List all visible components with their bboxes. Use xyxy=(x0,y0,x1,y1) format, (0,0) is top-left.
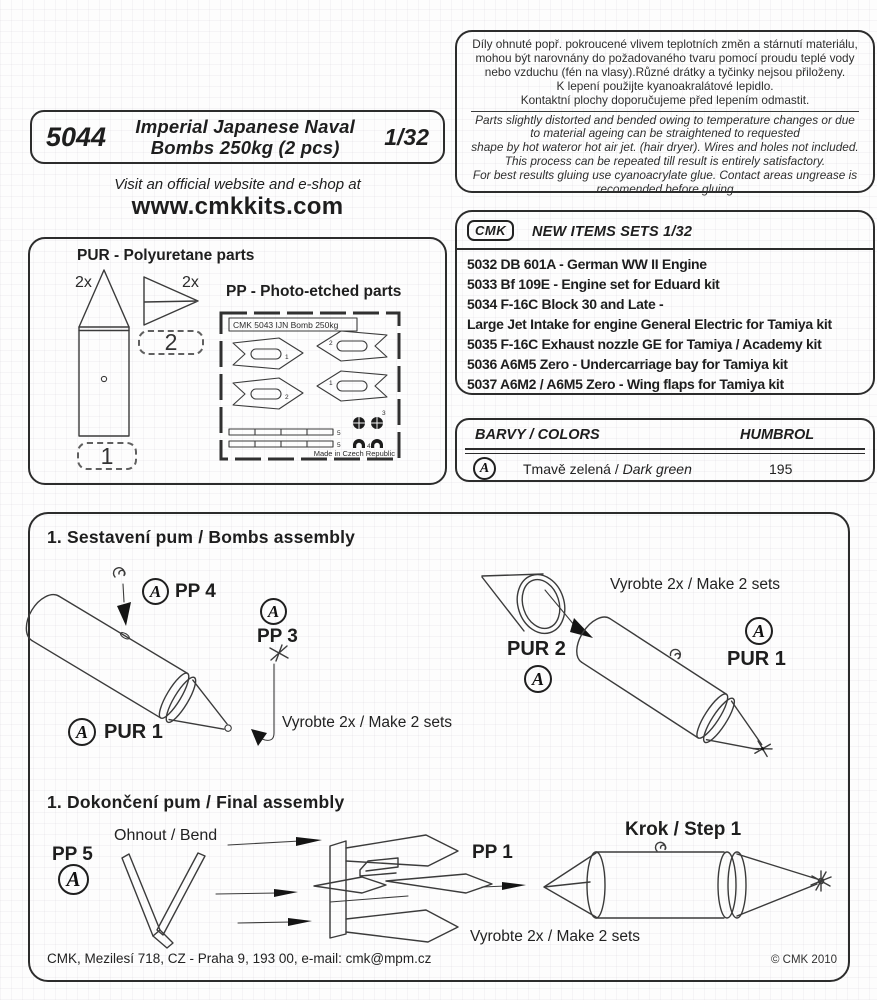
new-item: 5037 A6M2 / A6M5 Zero - Wing flaps for Tamiya kit xyxy=(467,376,784,392)
tail-fin-unit-drawing xyxy=(314,835,492,942)
paint-letter: A xyxy=(66,867,81,891)
final-bomb-drawing xyxy=(544,842,831,918)
final-heading: 1. Dokončení pum / Final assembly xyxy=(47,792,345,812)
new-items-box xyxy=(455,210,875,395)
paint-badge xyxy=(260,598,287,625)
page-title xyxy=(135,116,355,158)
note-line: For best results gluing use cyanoacrylate glue. Contact areas ungrease is xyxy=(472,168,858,183)
new-item: 5034 F-16C Block 30 and Late - xyxy=(467,296,664,312)
parts-box xyxy=(28,237,447,485)
new-item: 5036 A6M5 Zero - Undercarriage bay for Tamiya kit xyxy=(467,356,788,372)
pur1-bomb-body-drawing xyxy=(79,270,129,436)
new-items-divider xyxy=(457,248,873,250)
pur2-quantity: 2x xyxy=(182,274,199,291)
color-code: 195 xyxy=(769,461,793,477)
make-two-sets-label: Vyrobte 2x / Make 2 sets xyxy=(610,576,781,593)
note-line: K lepení použijte kyanoakralátové lepidlo. xyxy=(556,78,774,93)
pur1-label: PUR 1 xyxy=(104,721,163,743)
paint-badge xyxy=(58,864,89,895)
make-two-sets-label: Vyrobte 2x / Make 2 sets xyxy=(282,714,453,731)
paint-letter: A xyxy=(149,581,162,601)
material-note-box xyxy=(455,30,875,197)
new-item: 5032 DB 601A - German WW II Engine xyxy=(467,256,707,272)
note-line: to material ageing can be straightened to requested xyxy=(530,126,800,141)
new-items-heading: NEW ITEMS SETS 1/32 xyxy=(532,224,693,240)
fret-number: 4 xyxy=(367,443,371,450)
colors-title: BARVY / COLORS xyxy=(475,427,600,443)
transfer-arrow xyxy=(502,882,526,890)
pp5-label: PP 5 xyxy=(52,844,93,865)
pur1-label: PUR 1 xyxy=(727,648,786,670)
title-line1: Imperial Japanese Naval xyxy=(135,116,355,137)
pp1-label: PP 1 xyxy=(472,842,513,863)
transfer-arrow xyxy=(274,889,298,897)
title-box xyxy=(30,110,445,164)
paint-badge xyxy=(142,578,169,605)
fret-frame xyxy=(221,313,399,459)
new-item: 5035 F-16C Exhaust nozzle GE for Tamiya / Academy kit xyxy=(467,336,822,352)
pur1-number-box xyxy=(77,442,137,470)
copyright: © CMK 2010 xyxy=(771,954,838,966)
pur1-quantity: 2x xyxy=(75,274,92,291)
nose-cone-drawing xyxy=(482,568,572,639)
fret-number: 5 xyxy=(337,442,341,449)
pp4-arrowhead xyxy=(117,602,131,626)
step1-heading: 1. Sestavení pum / Bombs assembly xyxy=(47,527,356,547)
pur2-number: 2 xyxy=(164,329,178,355)
paint-letter: A xyxy=(267,601,280,621)
pp3-arrowhead xyxy=(251,729,267,746)
pur-parts-heading: PUR - Polyuretane parts xyxy=(77,247,255,264)
assembly-box xyxy=(28,512,850,982)
note-divider xyxy=(471,111,859,112)
tail-fuze-propeller-icon xyxy=(752,738,774,760)
color-name-cz: Tmavě zelená / xyxy=(523,461,619,477)
note-line: Parts slightly distorted and bended owing to temperature changes or due xyxy=(475,112,855,127)
make-two-sets-label: Vyrobte 2x / Make 2 sets xyxy=(470,928,641,945)
bend-label: Ohnout / Bend xyxy=(114,827,218,844)
website-block xyxy=(30,176,445,221)
fret-number: 2 xyxy=(329,340,333,347)
color-name xyxy=(523,461,692,477)
transfer-arrow xyxy=(296,837,322,846)
fret-number: 1 xyxy=(329,380,333,387)
note-line: nebo vzduchu (fén na vlasy).Různé drátky a tyčinky nejsou přiloženy. xyxy=(484,64,846,79)
note-line: Kontaktní plochy doporučujeme před lepením odmastit. xyxy=(520,92,810,107)
note-line: mohou být narovnány do požadovaného tvaru pomocí proudu teplé vody xyxy=(475,50,855,65)
color-letter: A xyxy=(479,460,490,476)
new-items-list xyxy=(467,254,832,394)
english-note xyxy=(461,114,869,197)
cmk-logo: CMK xyxy=(467,220,514,241)
pp3-label: PP 3 xyxy=(257,626,298,647)
paint-letter: A xyxy=(531,668,544,689)
website-url: www.cmkkits.com xyxy=(131,193,344,220)
colors-box xyxy=(455,418,875,482)
paint-badge xyxy=(68,718,96,746)
photo-etched-fret-drawing xyxy=(221,313,399,459)
note-line: recomended before gluing xyxy=(596,182,734,197)
pur2-label: PUR 2 xyxy=(507,638,566,660)
pur1-number: 1 xyxy=(100,442,114,469)
paint-letter: A xyxy=(752,620,765,641)
fret-number: 2 xyxy=(285,394,289,401)
pur2-cone-drawing xyxy=(144,277,198,325)
manufacturer-address: CMK, Mezilesí 718, CZ - Praha 9, 193 00, e-mail: cmk@mpm.cz xyxy=(47,951,432,966)
pp4-clip-icon xyxy=(113,568,124,577)
note-line: shape by hot wateror hot air jet. (hair dryer). Wires and holes not included. xyxy=(471,140,859,155)
note-line: Díly ohnuté popř. pokroucené vlivem teplotních změn a stárnutí materiálu, xyxy=(472,37,858,51)
transfer-arrow xyxy=(288,918,312,926)
czech-note xyxy=(461,38,869,108)
fret-number: 5 xyxy=(337,430,341,437)
pp4-label: PP 4 xyxy=(175,581,216,602)
fret-number: 1 xyxy=(285,354,289,361)
fret-number: 3 xyxy=(382,410,386,417)
new-item: 5033 Bf 109E - Engine set for Eduard kit xyxy=(467,276,720,292)
step-label: Krok / Step 1 xyxy=(625,819,742,840)
paint-badge xyxy=(745,617,773,645)
new-item: Large Jet Intake for engine General Electric for Tamiya kit xyxy=(467,316,832,332)
colors-brand-header: HUMBROL xyxy=(740,427,815,443)
title-line2: Bombs 250kg (2 pcs) xyxy=(150,137,340,158)
paint-letter: A xyxy=(75,721,88,742)
pp5-bent-wire-drawing xyxy=(122,853,205,948)
pur2-number-box xyxy=(138,330,204,355)
color-letter-badge xyxy=(473,457,496,480)
fret-origin: Made in Czech Republic xyxy=(313,449,395,458)
product-code: 5044 xyxy=(46,121,107,152)
colors-divider xyxy=(465,448,865,454)
website-intro: Visit an official website and e-shop at xyxy=(114,176,361,193)
pp-parts-heading: PP - Photo-etched parts xyxy=(226,283,402,300)
color-name-en: Dark green xyxy=(622,461,692,477)
final-fuze-propeller-icon xyxy=(811,871,831,891)
scale-label: 1/32 xyxy=(384,123,429,150)
fret-title: CMK 5043 IJN Bomb 250kg xyxy=(233,320,339,330)
note-line: This process can be repeated till result is entirely satisfactory. xyxy=(504,154,826,169)
paint-badge xyxy=(524,665,552,693)
